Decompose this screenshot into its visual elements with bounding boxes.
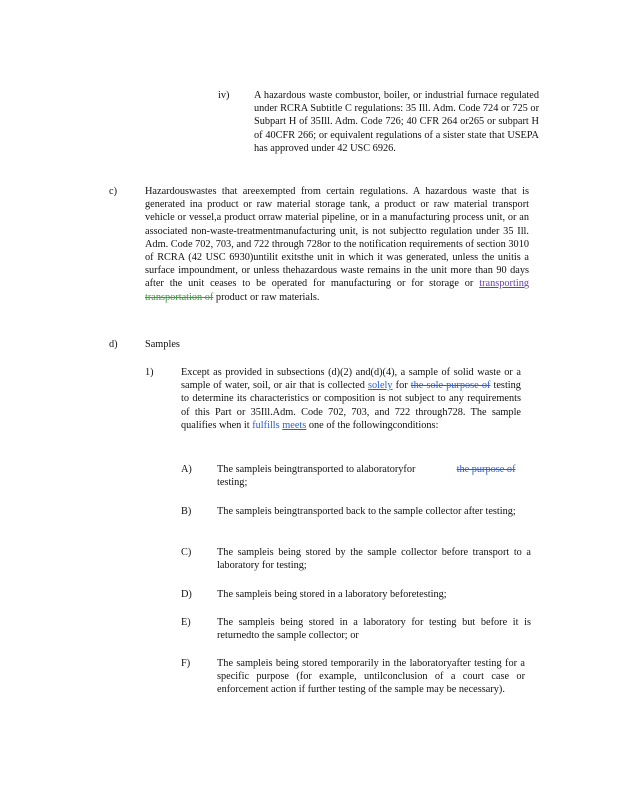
- condition-text: The sampleis beingtransported back to the sample collector after testing;: [217, 506, 516, 517]
- condition-marker: C): [181, 547, 192, 558]
- deleted-transportation-of: transportation of: [145, 291, 214, 303]
- deleted-the-purpose-of: the purpose of: [456, 464, 516, 475]
- item-iv-marker: iv): [218, 90, 230, 101]
- condition-text: The sampleis being stored temporarily in the laboratoryafter testing for a specific purpose (for example, untilconclusion of a court case or enforcement action if further testing of the sample may be necessary).: [217, 658, 525, 696]
- item-d1-marker: 1): [145, 367, 154, 378]
- item-d1-text-b: testing to determine its characteristics or composition is not subject to any requirements of this Part or 35Ill.Adm. Code 702, 703, and 722 through728. The sample qualifies when it: [181, 380, 521, 431]
- deleted-meets: meets: [282, 419, 307, 431]
- item-c-text: [145, 185, 529, 304]
- inserted-fulfills: fulfills: [252, 419, 280, 431]
- condition-marker: B): [181, 506, 192, 517]
- item-d1-text: [181, 366, 521, 432]
- deleted-sole-purpose-of: the sole purpose of: [410, 380, 491, 392]
- condition-text: The sampleis being stored in a laboratory for testing but before it is returnedto the sample collector; or: [217, 617, 531, 642]
- item-c-text-after: product or raw materials.: [215, 291, 320, 303]
- item-d-heading: Samples: [145, 339, 180, 350]
- item-d1-text-for: for: [395, 380, 408, 392]
- condition-a-text-after: testing;: [217, 477, 248, 489]
- condition-marker: F): [181, 658, 191, 669]
- condition-text: The sampleis being stored in a laboratory beforetesting;: [217, 589, 447, 600]
- condition-text: [217, 463, 533, 489]
- condition-marker: D): [181, 589, 192, 600]
- item-d1-text-c: one of the followingconditions:: [308, 419, 439, 431]
- item-d1-text-a: Except as provided in subsections (d)(2) and(d)(4), a sample of solid waste or a sample of water, soil, or air that is collected: [181, 367, 521, 392]
- item-d-marker: d): [109, 339, 118, 350]
- inserted-transporting: transporting: [479, 278, 529, 290]
- condition-marker: A): [181, 464, 192, 475]
- item-iv-text: A hazardous waste combustor, boiler, or industrial furnace regulated under RCRA Subtitle C regulations: 35 Ill. Adm. Code 724 or 725 or Subpart H of 35Ill. Adm. Code 726; 40 CFR 264 or265 or subpart H of 40CFR 266; or equivalent regulations of a sister state that USEPA has approved under 42 USC 6926.: [254, 90, 539, 154]
- item-c-text-before: Hazardouswastes that areexempted from certain regulations. A hazardous waste that is generated ina product or raw material storage tank, a product or raw material transport vehicle or vessel,a product orraw material pipeline, or in a manufacturing process unit, or an associated non-waste-treatmentmanufacturing unit, is not subjectto regulation under 35 Ill. Adm. Code 702, 703, and 722 through 728or to the notification requirements of section 3010 of RCRA (42 USC 6930)untilit exitsthe unit in which it was generated, unless the unitis a surface impoundment, or unless thehazardous waste remains in the unit more than 90 days after the unit ceases to be operated for manufacturing or for storage or: [145, 186, 529, 290]
- item-c-marker: c): [109, 186, 117, 197]
- inserted-solely: solely: [367, 380, 393, 392]
- condition-marker: E): [181, 617, 191, 628]
- condition-text: The sampleis being stored by the sample collector before transport to a laboratory for testing;: [217, 547, 531, 572]
- condition-a-text: The sampleis beingtransported to alaboratoryfor: [217, 464, 416, 475]
